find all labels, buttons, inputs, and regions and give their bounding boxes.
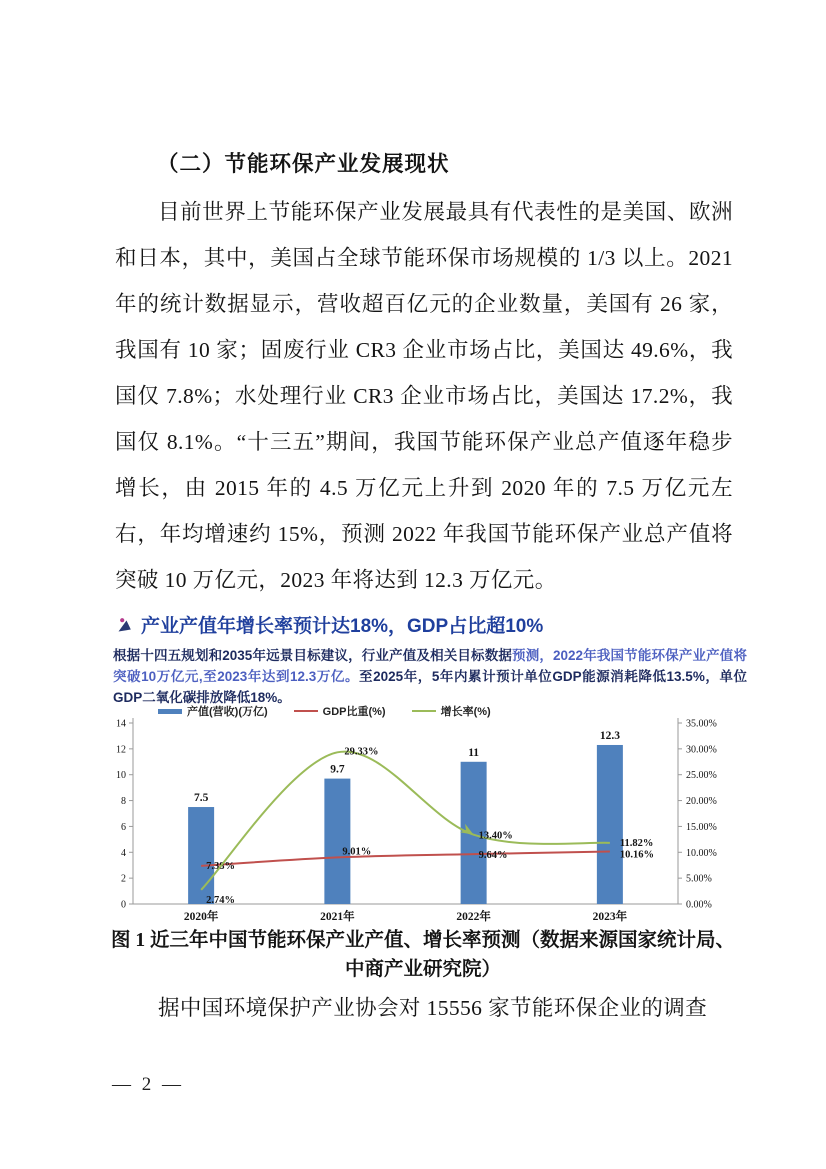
svg-text:10.16%: 10.16% [619, 849, 654, 861]
page-number: — 2 — [112, 1074, 184, 1095]
svg-text:12: 12 [116, 744, 126, 756]
subtitle-part1: 根据十四五规划和2035年远景目标建议，行业产值及相关目标数据 [113, 648, 513, 663]
svg-text:30.00%: 30.00% [686, 744, 717, 756]
svg-text:20.00%: 20.00% [686, 796, 717, 808]
svg-text:13.40%: 13.40% [478, 830, 513, 842]
legend-swatch-growth-line-icon [412, 710, 436, 712]
figure-caption: 图 1 近三年中国节能环保产业产值、增长率预测（数据来源国家统计局、中商产业研究院） [110, 930, 735, 980]
infographic-title: 产业产值年增长率预计达18%，GDP占比超10% [141, 616, 544, 637]
svg-text:29.33%: 29.33% [344, 746, 379, 758]
legend-swatch-bar-icon [158, 709, 182, 714]
chart-svg [110, 714, 765, 926]
svg-text:9.64%: 9.64% [478, 850, 508, 862]
svg-text:6: 6 [121, 821, 126, 833]
svg-text:0.00%: 0.00% [686, 899, 712, 911]
body-paragraph-1: 目前世界上节能环保产业发展最具有代表性的是美国、欧洲和日本，其中，美国占全球节能环保市场规模的 1/3 以上。2021 年的统计数据显示，营收超百亿元的企业数量，美国有 26 家，我国有 10 家；固废行业 CR3 企业市场占比，美国达 49.6%，我国仅 7.8%；水处理行业 CR3 企业市场占比，美国达 17.2%，我国仅 8.1%。“十三五”期间，我国节能环保产业总产值逐年稳步增长，由 2015 年的 4.5 万亿元上升到 2020 年的 7.5 万亿元左右，年均增速约 15%，预测 2022 年我国节能环保产业总产值将突破 10 万亿元，2023 年将达到 12.3 万亿元。 [115, 200, 733, 592]
svg-text:12.3: 12.3 [599, 729, 620, 742]
svg-text:2: 2 [121, 873, 126, 885]
subtitle-part3: 至2025年，5年内累计预计单位GDP能源消耗降低13.5%，单位GDP二氧化碳排放降低18%。 [113, 669, 748, 705]
svg-text:2020年: 2020年 [183, 911, 219, 923]
svg-text:11.82%: 11.82% [619, 837, 654, 849]
svg-text:2023年: 2023年 [592, 911, 628, 923]
svg-text:4: 4 [121, 847, 126, 859]
legend-label-growth-line: 增长率(%) [440, 706, 491, 718]
body-paragraph-2: 据中国环境保护产业协会对 15556 家节能环保企业的调查 [158, 996, 708, 1020]
pointer-icon [117, 617, 132, 633]
svg-text:2021年: 2021年 [320, 911, 355, 923]
svg-text:2022年: 2022年 [456, 911, 491, 923]
svg-text:7.5: 7.5 [193, 792, 209, 805]
svg-text:35.00%: 35.00% [686, 718, 717, 730]
svg-text:10: 10 [116, 770, 126, 782]
svg-text:8: 8 [121, 796, 126, 808]
combo-chart [110, 714, 765, 926]
subtitle-highlight: 预测，2022年我国节能环保产业产值将突破10万亿元,至2023年达到12.3万亿。 [113, 648, 747, 684]
svg-text:10.00%: 10.00% [686, 847, 717, 859]
svg-text:2.74%: 2.74% [206, 894, 235, 906]
svg-text:0: 0 [121, 899, 126, 911]
svg-text:14: 14 [116, 718, 126, 730]
legend-label-bar: 产值(营收)(万亿) [187, 706, 268, 718]
svg-text:11: 11 [468, 746, 480, 759]
svg-text:9.7: 9.7 [330, 763, 345, 776]
svg-text:7.38%: 7.38% [206, 860, 235, 872]
infographic-title-row [117, 611, 543, 638]
svg-text:25.00%: 25.00% [686, 770, 717, 782]
section-heading: （二）节能环保产业发展现状 [157, 152, 450, 176]
svg-text:5.00%: 5.00% [686, 873, 712, 885]
legend-swatch-gdp-line-icon [294, 710, 318, 712]
legend-label-gdp-line: GDP比重(%) [322, 706, 386, 718]
svg-text:9.01%: 9.01% [342, 846, 372, 858]
svg-text:15.00%: 15.00% [686, 821, 717, 833]
infographic-subtitle [113, 645, 747, 708]
